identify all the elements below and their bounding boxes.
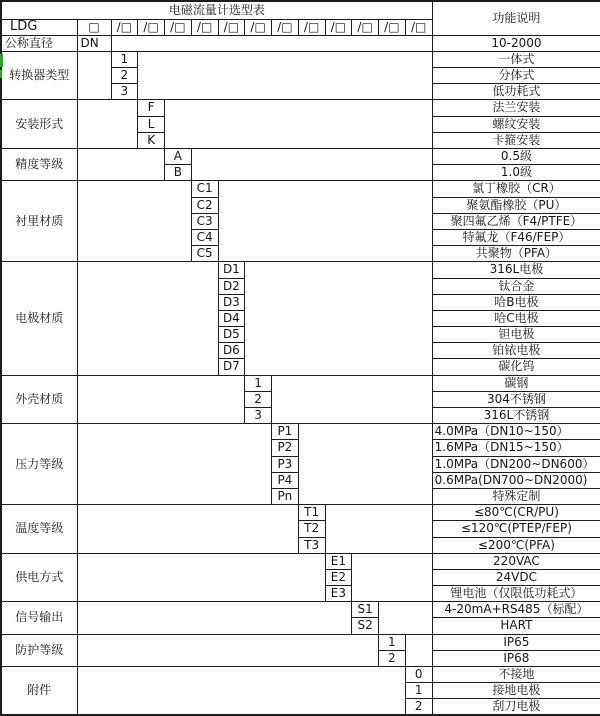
spacer-cell (77, 181, 191, 262)
option-row (1, 100, 600, 116)
code-cell: 1 (379, 634, 406, 650)
code-cell: 2 (405, 699, 432, 715)
code-cell: E2 (325, 569, 352, 585)
code-cell: 1 (405, 683, 432, 699)
spacer-cell (77, 375, 245, 424)
code-cell: C4 (191, 229, 218, 245)
section-label-accuracy: 精度等级 (1, 149, 77, 181)
code-cell: S1 (352, 602, 379, 618)
code-cell: D1 (218, 262, 245, 278)
spacer-cell (77, 149, 165, 181)
code-cell: 3 (111, 84, 138, 100)
code-cell: T2 (298, 521, 325, 537)
section-label-protection: 防护等级 (1, 634, 77, 666)
function-cell: 共聚物（PFA） (432, 246, 600, 262)
code-cell: A (165, 149, 192, 165)
function-cell: ≤200℃(PFA) (432, 537, 600, 553)
spacer-cell (77, 553, 325, 602)
function-cell: 哈B电极 (432, 294, 600, 310)
table-title: 电磁流量计选型表 (1, 1, 432, 19)
function-cell: 钽电极 (432, 327, 600, 343)
code-cell: L (138, 116, 165, 132)
function-cell: 1.6MPa（DN15~150） (432, 440, 600, 456)
function-cell: 220VAC (432, 553, 600, 569)
function-cell: 不接地 (432, 667, 600, 683)
code-cell: 3 (245, 408, 272, 424)
function-cell: 316L不锈钢 (432, 408, 600, 424)
function-cell: 1.0级 (432, 165, 600, 181)
spacer-cell (191, 149, 432, 181)
function-cell: 316L电极 (432, 262, 600, 278)
function-cell: 碳钢 (432, 375, 600, 391)
code-cell: P3 (272, 456, 299, 472)
option-row (1, 505, 600, 521)
scan-artifact-green-small (0, 70, 2, 78)
function-cell: 聚氨酯橡胶（PU） (432, 197, 600, 213)
code-cell: D6 (218, 343, 245, 359)
code-cell: D4 (218, 310, 245, 326)
code-cell: P2 (272, 440, 299, 456)
model-slot-4: /□ (191, 19, 218, 35)
option-row (1, 667, 600, 683)
function-cell: 24VDC (432, 569, 600, 585)
function-cell: 一体式 (432, 51, 600, 67)
code-cell: Pn (272, 488, 299, 504)
spacer-cell (325, 505, 432, 554)
model-slot-7: /□ (272, 19, 299, 35)
option-row (1, 602, 600, 618)
code-cell: T1 (298, 505, 325, 521)
section-label-converter: 转换器类型 (1, 51, 77, 100)
code-cell: D7 (218, 359, 245, 375)
code-cell: 2 (245, 391, 272, 407)
code-cell: C3 (191, 213, 218, 229)
option-row (1, 375, 600, 391)
function-cell: 哈C电极 (432, 310, 600, 326)
function-cell: IP68 (432, 650, 600, 666)
function-cell: 0.5级 (432, 149, 600, 165)
function-cell: 法兰安装 (432, 100, 600, 116)
code-cell: P4 (272, 472, 299, 488)
title-row (1, 1, 600, 19)
section-label-temperature: 温度等级 (1, 505, 77, 554)
spacer-cell (77, 667, 405, 716)
option-row (1, 51, 600, 67)
spacer-cell (165, 100, 433, 149)
function-cell: 4-20mA+RS485（标配） (432, 602, 600, 618)
model-slot-10: /□ (352, 19, 379, 35)
code-cell: 0 (405, 667, 432, 683)
option-row (1, 149, 600, 165)
spacer-cell (379, 602, 433, 634)
function-cell: 碳化钨 (432, 359, 600, 375)
model-slot-3: /□ (165, 19, 192, 35)
section-label-installation: 安装形式 (1, 100, 77, 149)
model-slot-1: /□ (111, 19, 138, 35)
function-cell: IP65 (432, 634, 600, 650)
function-cell: 10-2000 (432, 35, 600, 51)
spacer-cell (218, 181, 432, 262)
model-slot-9: /□ (325, 19, 352, 35)
spacer-cell (77, 100, 138, 149)
scan-artifact-green (0, 54, 3, 67)
function-cell: 特氟龙（F46/FEP） (432, 229, 600, 245)
spacer-cell (245, 262, 432, 375)
spacer-cell (298, 424, 432, 505)
diameter-row (1, 35, 600, 51)
function-cell: 钛合金 (432, 278, 600, 294)
section-label-power: 供电方式 (1, 553, 77, 602)
code-cell: C1 (191, 181, 218, 197)
code-cell: E3 (325, 586, 352, 602)
code-cell: T3 (298, 537, 325, 553)
section-label-diameter: 公称直径 (1, 35, 77, 51)
function-cell: 304不锈钢 (432, 391, 600, 407)
function-cell: 铂铱电极 (432, 343, 600, 359)
code-cell: S2 (352, 618, 379, 634)
spacer-cell (77, 505, 298, 554)
code-cell: E1 (325, 553, 352, 569)
spacer-cell (77, 634, 379, 666)
spacer-cell (352, 553, 432, 602)
function-cell: 接地电极 (432, 683, 600, 699)
spacer-cell (405, 634, 432, 666)
option-row (1, 424, 600, 440)
code-cell: K (138, 132, 165, 148)
code-cell: 2 (379, 650, 406, 666)
function-cell: 分体式 (432, 68, 600, 84)
code-cell: 1 (111, 51, 138, 67)
code-cell: P1 (272, 424, 299, 440)
model-slot-11: /□ (379, 19, 406, 35)
model-slot-2: /□ (138, 19, 165, 35)
function-cell: 聚四氟乙烯（F4/PTFE） (432, 213, 600, 229)
code-cell: F (138, 100, 165, 116)
spacer-cell (77, 602, 352, 634)
code-cell: D5 (218, 327, 245, 343)
function-cell: 锂电池（仅限低功耗式） (432, 586, 600, 602)
spacer-cell (77, 262, 218, 375)
function-cell: 1.0MPa（DN200~DN600） (432, 456, 600, 472)
model-slot-5: /□ (218, 19, 245, 35)
function-cell: 螺纹安装 (432, 116, 600, 132)
section-label-housing: 外壳材质 (1, 375, 77, 424)
model-prefix: LDG (1, 19, 77, 35)
function-cell: HART (432, 618, 600, 634)
code-cell: C5 (191, 246, 218, 262)
spacer-cell (111, 35, 432, 51)
function-cell: 刮刀电极 (432, 699, 600, 715)
model-base-box: □ (77, 19, 111, 35)
function-cell: ≤80℃(CR/PU) (432, 505, 600, 521)
spacer-cell (77, 51, 111, 100)
function-cell: 氯丁橡胶（CR） (432, 181, 600, 197)
function-column-header: 功能说明 (432, 1, 600, 35)
function-cell: ≤120℃(PTEP/FEP) (432, 521, 600, 537)
code-cell: 2 (111, 68, 138, 84)
option-row (1, 634, 600, 650)
section-label-accessories: 附件 (1, 667, 77, 716)
option-row (1, 553, 600, 569)
spacer-cell (77, 424, 272, 505)
function-cell: 特殊定制 (432, 488, 600, 504)
code-cell: D3 (218, 294, 245, 310)
function-cell: 卡箍安装 (432, 132, 600, 148)
function-cell: 0.6MPa(DN700~DN2000) (432, 472, 600, 488)
spacer-cell (138, 51, 432, 100)
function-cell: 4.0MPa（DN10~150） (432, 424, 600, 440)
code-cell: 1 (245, 375, 272, 391)
section-label-lining: 衬里材质 (1, 181, 77, 262)
code-cell: D2 (218, 278, 245, 294)
option-row (1, 262, 600, 278)
code-cell: B (165, 165, 192, 181)
option-row (1, 181, 600, 197)
spacer-cell (272, 375, 433, 424)
section-label-electrode: 电极材质 (1, 262, 77, 375)
code-dn: DN (77, 35, 111, 51)
model-slot-6: /□ (245, 19, 272, 35)
model-slot-8: /□ (298, 19, 325, 35)
code-cell: C2 (191, 197, 218, 213)
model-slot-12: /□ (405, 19, 432, 35)
function-cell: 低功耗式 (432, 84, 600, 100)
section-label-pressure: 压力等级 (1, 424, 77, 505)
section-label-signal: 信号输出 (1, 602, 77, 634)
